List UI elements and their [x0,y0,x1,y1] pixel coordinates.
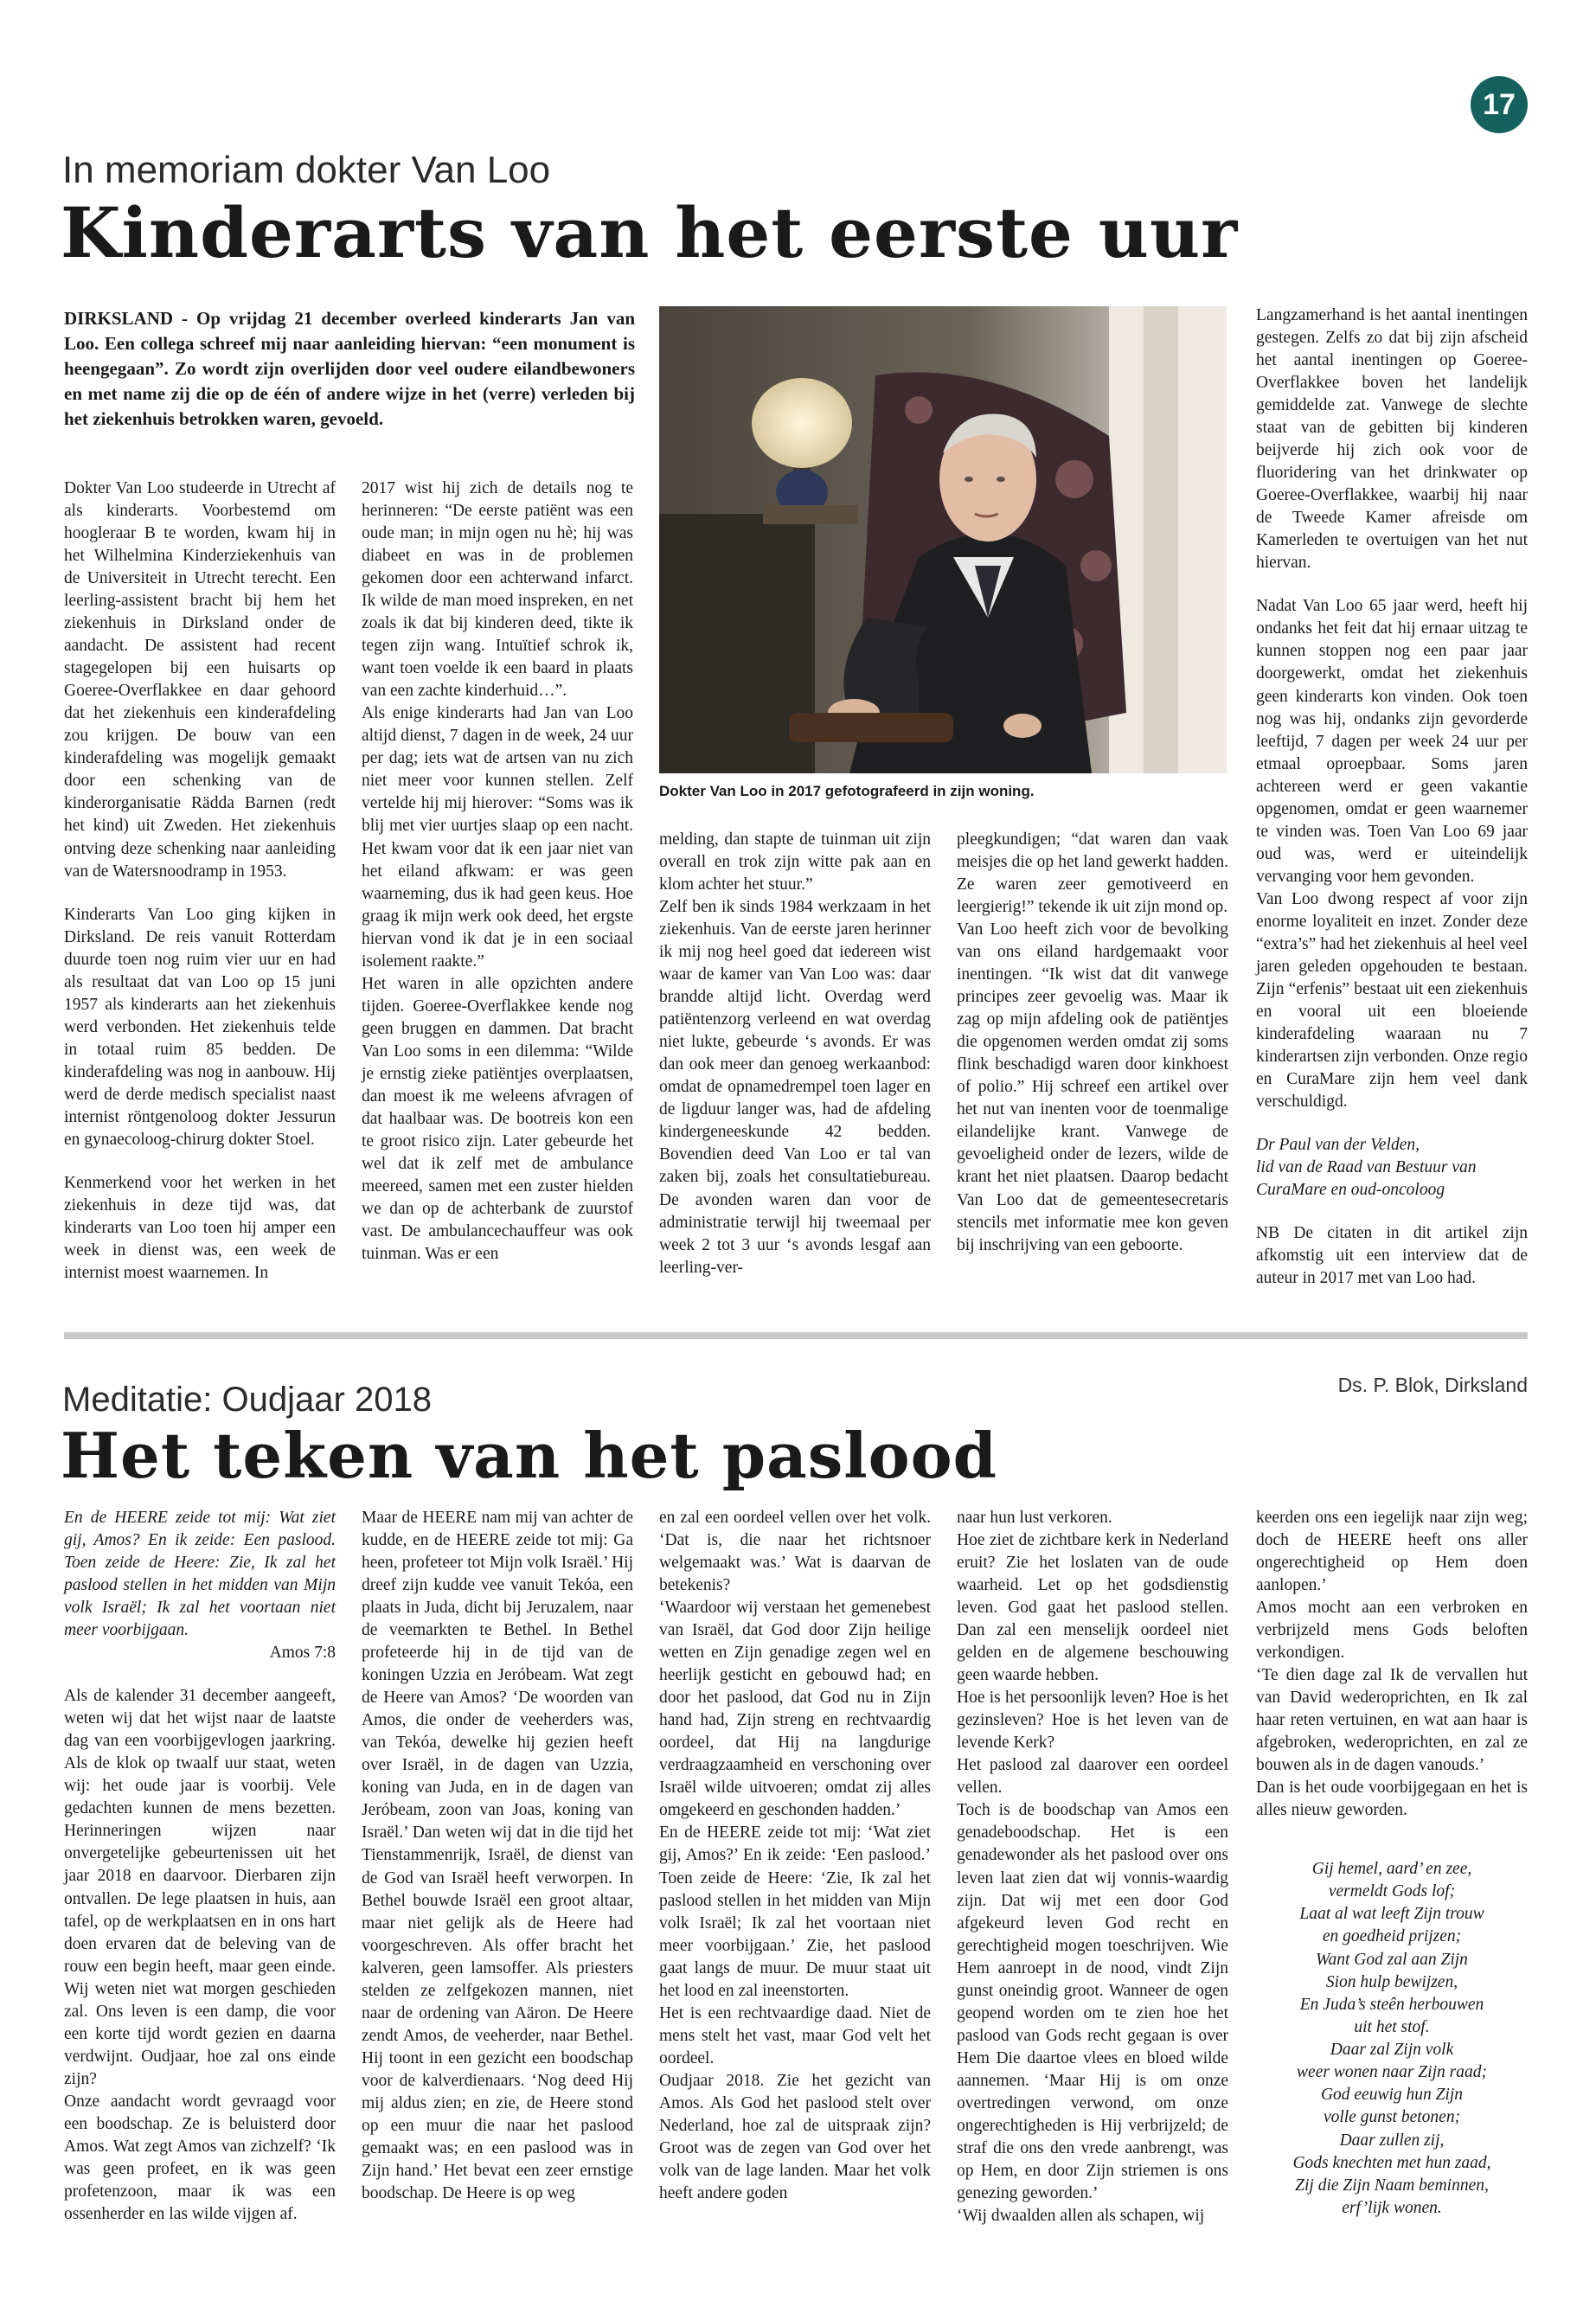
paragraph: naar hun lust verkoren. [957,1509,1112,1527]
poem-line: Want God zal aan Zijn [1316,1950,1468,1969]
article2-column-2 [362,1507,633,2205]
article2-column-1 [64,1507,336,2226]
poem-line: Gij hemel, aard’ en zee, [1311,1860,1472,1878]
paragraph: ‘Wij dwaalden allen als schapen, wij [957,2206,1205,2225]
poem-line: weer wonen naar Zijn raad; [1297,2063,1487,2082]
paragraph: Van Loo heeft zich voor de bevolking van ons eiland hardgemaakt voor inentingen. “Ik wist dat dit vanwege principes zeer gevoelig was. Maar ik zag op mijn afdeling ook de patiëntjes die opgenomen werden omdat zij soms flink beschadigd waren door kinkhoest of polio.” Hij schreef een artikel over het nut van inenten voor de toenmalige eilandelijke krant. Vanwege de gevoeligheid onder de lezers, wilde de krant het niet plaatsen. Daarop bedacht Van Loo dat de gemeentesecretaris stencils met informatie mee kon geven bij inschrijving van een geboorte. [957,920,1228,1254]
poem-line: Gods knechten met hun zaad, [1292,2153,1491,2172]
page-number: 17 [1471,76,1528,133]
paragraph: Hoe ziet de zichtbare kerk in Nederland eruit? Zie het loslaten van de oude waarheid. Let op het godsdienstig leven. God gaat het paslood stellen. Dan zal een menselijk oordeel niet gelden en de algemene beschouwing geen waarde hebben. [957,1531,1228,1685]
portrait-photo [659,306,1227,773]
article2-byline: Ds. P. Blok, Dirksland [1337,1374,1528,1396]
paragraph: En de HEERE zeide tot mij: ‘Wat ziet gij, Amos?’ En ik zeide: ‘Een paslood.’ Toen zeide de Heere: ‘Zie, Ik zal het paslood stellen in het midden van Mijn volk Israël; Ik zal het voortaan niet meer voorbijgaan.’ Zie, het paslood gaat langs de muur. De muur staat uit het lood en zal ineenstorten. [659,1823,931,2000]
poem-line: Zij die Zijn Naam beminnen, [1295,2176,1489,2195]
paragraph: Het paslood zal daarover een oordeel vellen. [957,1756,1228,1798]
paragraph: Toch is de boodschap van Amos een genadeboodschap. Het is een genadewonder als het paslood over ons leven laat zien dat wij vonnis-waardig zijn. Dat wij met een door God afgekeurd leven God recht en gerechtigheid mogen toeschrijven. Wie Hem aanroept in de nood, vindt Zijn gunst oneindig groot. Wanneer de ogen geopend worden om te zien hoe het paslood van Gods recht gegaan is over Hem Die daartoe vlees en bloed wilde aannemen. ‘Maar Hij is om onze overtredingen verwond, om onze ongerechtigheden is Hij verbrijzeld; de straf die ons den vrede aanbrengt, was op Hem, en door Zijn striemen is ons genezing geworden.’ [957,1801,1228,2202]
poem-line: vermeldt Gods lof; [1328,1882,1456,1901]
poem-line: God eeuwig hun Zijn [1320,2086,1464,2105]
article1-column-3 [659,829,931,1279]
article2-column-5 [1256,1507,1528,1822]
article2-headline: Het teken van het paslood [61,1419,997,1492]
paragraph: Onze aandacht wordt gevraagd voor een boodschap. Ze is beluisterd door Amos. Wat zegt Amos van zichzelf? ‘Ik was geen profeet, en ik was geen profetenzoon, maar ik was een ossenherder en las wilde vijgen af. [64,2092,336,2223]
paragraph: ‘Te dien dage zal Ik de vervallen hut van David wederoprichten, en Ik zal haar reten vertuinen, en wat aan haar is afgebroken, wederoprichten, en zal ze bouwen als in de dagen vanouds.’ [1256,1666,1528,1775]
paragraph: Langzamerhand is het aantal inentingen gestegen. Zelfs zo dat bij zijn afscheid het aantal inentingen op Goeree-Overflakkee boven het landelijk gemiddelde zat. Vanwege de slechte staat van de gebitten bij kinderen beijverde hij zich ook voor de fluoridering van het drinkwater op Goeree-Overflakkee, waarbij hij naar de Tweede Kamer afreisde om Kamerleden te overtuigen van het nut hiervan. [1256,306,1528,573]
paragraph: Als enige kinderarts had Jan van Loo altijd dienst, 7 dagen in de week, 24 uur per dag; iets wat de artsen van nu zich niet meer voor kunnen stellen. Zelf vertelde hij mij hierover: “Soms was ik blij met vier uurtjes slaap op een nacht. Het kwam voor dat ik een jaar niet van het eiland afkwam: er was geen waarneming, dus ik had geen keus. Hoe graag ik mijn werk ook deed, het ergste hiervan vond ik dat je in een sociaal isolement raakte.” [362,704,633,971]
paragraph: Het is een rechtvaardige daad. Niet de mens stelt het vast, maar God velt het oordeel. [659,2003,931,2067]
closing-poem [1256,1858,1528,2220]
signature-role: lid van de Raad van Bestuur van CuraMare en oud-oncoloog [1256,1158,1477,1200]
paragraph: Nadat Van Loo 65 jaar werd, heeft hij ondanks het feit dat hij ernaar uitzag te kunnen stoppen nog een paar jaar doorgewerkt, omdat het ziekenhuis geen kinderarts kon vinden. Ook toen nog was hij, ondanks zijn gevorderde leeftijd, 7 dagen per week 24 uur per etmaal oproepbaar. Soms jaren achtereen werd er geen vakantie opgenomen, omdat er geen waarnemer te vinden was. Toen Van Loo 69 jaar oud was, werd er uiteindelijk vervanging voor hem gevonden. [1256,597,1528,886]
paragraph: Maar de HEERE nam mij van achter de kudde, en de HEERE zeide tot mij: Ga heen, profeteer tot Mijn volk Israël.’ Hij dreef zijn kudde vee vanuit Tekóa, een plaats in Juda, dicht bij Jeruzalem, naar de veemarkten te Bethel. In Bethel profeteerde hij in de tijd van de koningen Uzzia en Jeróbeam. Wat zegt de Heere van Amos? ‘De woorden van Amos, die onder de veeherders was, van Tekóa, dewelke hij gezien heeft over Israël, in de dagen van Uzzia, koning van Juda, en in de dagen van Jeróbeam, zoon van Joas, koning van Israël.’ Dan weten wij dat in die tijd het Tienstammenrijk, Israël, de dienst van de God van Israël heeft verworpen. In Bethel bouwde Israël een groot altaar, maar niet gelijk als de Heere had voorgeschreven. Als offer bracht het kalveren, geen lamsoffer. Als priesters stelden ze zelfgekozen mannen, niet naar de ordening van Aäron. De Heere zendt Amos, de veeherder, naar Bethel. Hij toont in een gezicht een boodschap voor de kalverdienaars. ‘Nog deed Hij mij aldus zien; en zie, de Heere stond op een muur die naar het paslood gemaakt was; en een paslood was in Zijn hand.’ Het bevat een zeer ernstige boodschap. De Heere is op weg [362,1509,633,2202]
poem-line: Daar zullen zij, [1339,2131,1445,2150]
portrait-illustration [659,306,1227,773]
paragraph: Kinderarts Van Loo ging kijken in Dirksland. De reis vanuit Rotterdam duurde toen nog ruim vier uur en had als resultaat dat van Loo op 15 juni 1957 als kinderarts aan het ziekenhuis werd verbonden. Het ziekenhuis telde in totaal ruim 85 bedden. De kinderafdeling was nog in aanbouw. Hij werd de derde medisch specialist naast internist röntgenoloog dokter Jessurun en gynaecoloog-chirurg dokter Stoel. [64,905,336,1149]
bible-quote: En de HEERE zeide tot mij: Wat ziet gij, Amos? En ik zeide: Een paslood. Toen zeide de Heere: Zie, Ik zal het paslood stellen in het midden van Mijn volk Israël; Ik zal het voortaan niet meer voorbijgaan. [64,1509,336,1640]
article1-intro: DIRKSLAND - Op vrijdag 21 december overleed kinderarts Jan van Loo. Een collega schreef mij naar aanleiding hiervan: “een monument is heengegaan”. Zo wordt zijn overlijden door veel oudere eilandbewoners en met name zij die op de één of andere wijze in het (verre) verleden bij het ziekenhuis betrokken waren, gevoeld. [64,308,635,429]
paragraph: 2017 wist hij zich de details nog te herinneren: “De eerste patiënt was een oude man; in mijn ogen nu hè; hij was diabeet en was in de problemen gekomen door een achterwand infarct. Ik wilde de man moed inspreken, en net zoals ik dat bij kinderen deed, tikte ik tegen zijn wang. Intuïtief schrok ik, want toen voelde ik een baard in plaats van een zachte kinderhuid…”. [362,479,633,701]
photo-caption: Dokter Van Loo in 2017 gefotografeerd in zijn woning. [659,783,1035,799]
article1-kicker: In memoriam dokter Van Loo [62,149,551,191]
article1-column-2 [362,478,633,1266]
article1-column-4 [957,829,1228,1257]
paragraph: Kenmerkend voor het werken in het ziekenhuis in deze tijd was, dat kinderarts van Loo toen hij amper een week in dienst was, een week de internist moest waarnemen. In [64,1173,336,1283]
note: NB De citaten in dit artikel zijn afkomstig uit een interview dat de auteur in 2017 met van Loo had. [1256,1224,1528,1288]
paragraph: ‘Waardoor wij verstaan het gemenebest van Israël, dat God door Zijn heilige wetten en Zijn genadige zegen wel en heerlijk gesticht en gebouwd had; en door het paslood, dat God nu in Zijn hand had, Zijn streng en rechtvaardig oordeel, dat Hij na langdurige verdraagzaamheid en verschoning over Israël wilde uitvoeren; omdat zij alles omgekeerd en geschonden hadden.’ [659,1599,931,1820]
poem-line: volle gunst betonen; [1323,2108,1461,2127]
paragraph: Zelf ben ik sinds 1984 werkzaam in het ziekenhuis. Van de eerste jaren herinner ik mij nog heel goed dat iedereen wist waar de kamer van Van Loo was: daar brandde altijd licht. Overdag werd patiëntenzorg verleend en wat overdag niet lukte, gebeurde ‘s avonds. Er was dan ook meer dan genoeg werkaanbod: omdat de opnamedrempel toen lager en de ligduur langer was, had de afdeling kindergeneeskunde 42 bedden. Bovendien deed Van Loo er tal van zaken bij, zoals het consultatiebureau. De avonden waren dan voor de administratie terwijl hij tweemaal per week 2 tot 3 uur ‘s avonds lesgaf aan leerling-ver- [659,898,931,1277]
paragraph: Hoe is het persoonlijk leven? Hoe is het gezinsleven? Hoe is het leven van de levende Kerk? [957,1689,1228,1753]
paragraph: Het waren in alle opzichten andere tijden. Goeree-Overflakkee kende nog geen bruggen en dammen. Dat bracht Van Loo soms in een dilemma: “Wilde je ernstig zieke patiëntjes overplaatsen, dan moest ik me weleens afvragen of dat haalbaar was. De bootreis kon een te groot risico zijn. Later gebeurde het wel dat ik zelf met de ambulance meereed, samen met een zuster hielden we dan op de achterbank de zuurstof vast. De ambulancechauffeur was ook tuinman. Was er een [362,974,633,1264]
section-divider [64,1332,1528,1339]
poem-line: Daar zal Zijn volk [1330,2041,1454,2059]
paragraph: Oudjaar 2018. Zie het gezicht van Amos. Als God het paslood stelt over Nederland, hoe zal de uitspraak zijn? Groot was de zegen van God over het volk van de lage landen. Maar het volk heeft andere goden [659,2071,931,2202]
paragraph: Amos mocht aan een verbroken en verbrijzeld mens Gods beloften verkondigen. [1256,1599,1528,1663]
paragraph: melding, dan stapte de tuinman uit zijn overall en trok zijn witte pak aan en klom achter het stuur.” [659,830,931,894]
paragraph: keerden ons een iegelijk naar zijn weg; doch de HEERE heeft ons aller ongerechtigheid op Hem doen aanlopen.’ [1256,1509,1528,1595]
poem-line: en goedheid prijzen; [1322,1927,1462,1946]
paragraph: en zal een oordeel vellen over het volk. ‘Dat is, die naar het richtsnoer welgemaakt was.’ Wat is daarvan de betekenis? [659,1509,931,1595]
article2-column-3 [659,1507,931,2205]
article2-column-4 [957,1507,1228,2227]
poem-line: erf’lijk wonen. [1342,2198,1442,2217]
paragraph: Dokter Van Loo studeerde in Utrecht af als kinderarts. Voorbestemd om hoogleraar B te worden, kwam hij in het Wilhelmina Kinderziekenhuis van de Universiteit in Utrecht terecht. Een leerling-assistent bracht bij hem het ziekenhuis in Dirksland onder de aandacht. De assistent had recent stagegelopen bij een huisarts op Goeree-Overflakkee en daar gehoord dat het ziekenhuis een kinderafdeling zou krijgen. De bouw van een kinderafdeling was mogelijk gemaakt door een schenking van de kinderorganisatie Rädda Barnen (redt het kind) uit Zweden. Het ziekenhuis ontving deze schenking naar aanleiding van de Watersnoodramp in 1953. [64,479,336,881]
signature-name: Dr Paul van der Velden, [1256,1136,1420,1155]
poem-line: Sion hulp bewijzen, [1325,1972,1458,1991]
bible-reference: Amos 7:8 [269,1644,336,1663]
poem-line: uit het stof. [1354,2017,1430,2036]
poem-line: Laat al wat leeft Zijn trouw [1299,1905,1484,1924]
paragraph: Van Loo dwong respect af voor zijn enorme loyaliteit en inzet. Zonder deze “extra’s” had het ziekenhuis al heel veel jaren geleden opgehouden te bestaan. Zijn “erfenis” bestaat uit een ziekenhuis en vooral uit een bloeiende kinderafdeling waaraan nu 7 kinderartsen zijn verbonden. Onze regio en CuraMare zijn hem veel dank verschuldigd. [1256,889,1528,1112]
article1-column-5 [1256,304,1528,1290]
paragraph: pleegkundigen; “dat waren dan vaak meisjes die op het land gewerkt hadden. Ze waren zeer gemotiveerd en leergierig!” tekende ik uit zijn mond op. [957,830,1228,917]
article1-headline: Kinderarts van het eerste uur [61,192,1239,273]
paragraph: Dan is het oude voorbijgegaan en het is alles nieuw geworden. [1256,1779,1528,1820]
article1-column-1 [64,478,336,1285]
poem-line: En Juda’s steên herbouwen [1299,1995,1484,2014]
article2-kicker: Meditatie: Oudjaar 2018 [62,1381,432,1419]
paragraph: Als de kalender 31 december aangeeft, weten wij dat het wijst naar de laatste dag van een voorbijgevlogen jaarkring. Als de klok op twaalf uur staat, weten wij: het oude jaar is voorbij. Vele gedachten kunnen de mens bezetten. Herinneringen wijzen naar onvergetelijke gebeurtenissen uit het jaar 2018 en daarvoor. Dierbaren zijn ontvallen. De lege plaatsen in huis, aan tafel, op de werkplaatsen en in ons hart doen ervaren dat de beleving van de rouw een begin heeft, maar geen einde. Wij weten niet wat morgen geschieden zal. Ons leven is een damp, die voor een korte tijd wordt gezien en daarna verdwijnt. Oudjaar, hoe zal ons einde zijn? [64,1687,336,2088]
